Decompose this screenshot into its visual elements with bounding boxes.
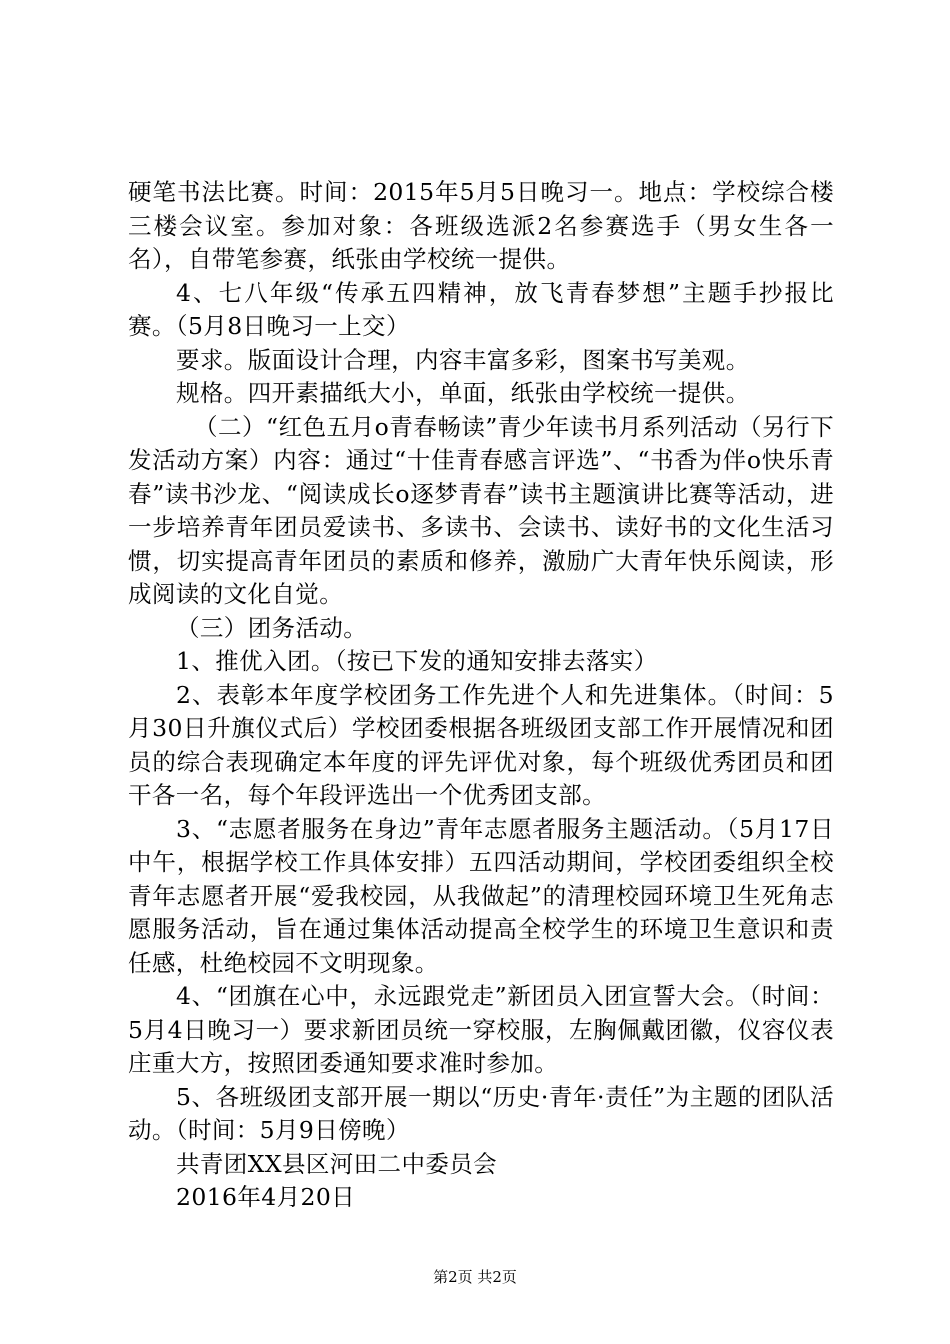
paragraph-oath-ceremony: 4、“团旗在心中，永远跟党走”新团员入团宣誓大会。（时间：5月4日晚习一）要求新团员统一穿校服，左胸佩戴团徽，仪容仪表庄重大方，按照团委通知要求准时参加。 (128, 982, 834, 1077)
paragraph-league-affairs-heading: （三）团务活动。 (176, 613, 368, 642)
paragraph-volunteer-service: 3、“志愿者服务在身边”青年志愿者服务主题活动。（5月17日中午，根据学校工作具体安排）五四活动期间，学校团委组织全校青年志愿者开展“爱我校园，从我做起”的清理校园环境卫生死角志愿服务活动，旨在通过集体活动提高全校学生的环境卫生意识和责任感，杜绝校园不文明现象。 (128, 814, 834, 977)
signature-date: 2016年4月20日 (176, 1183, 356, 1211)
paragraph-requirements: 要求。版面设计合理，内容丰富多彩，图案书写美观。 (176, 345, 750, 374)
signature-organization: 共青团XX县区河田二中委员会 (176, 1149, 498, 1178)
paragraph-recommend-join: 1、推优入团。（按已下发的通知安排去落实） (176, 647, 658, 675)
paragraph-handwritten-newspaper: 4、七八年级“传承五四精神，放飞青春梦想”主题手抄报比赛。（5月8日晚习一上交） (128, 278, 834, 340)
page-footer: 第2页 共2页 (433, 1268, 517, 1286)
paragraph-specifications: 规格。四开素描纸大小，单面，纸张由学校统一提供。 (176, 379, 750, 407)
paragraph-branch-activity: 5、各班级团支部开展一期以“历史·青年·责任”为主题的团队活动。（时间：5月9日傍晚） (128, 1082, 834, 1144)
paragraph-calligraphy-contest: 硬笔书法比赛。时间：2015年5月5日晚习一。地点：学校综合楼三楼会议室。参加对象：各班级选派2名参赛选手（男女生各一名），自带笔参赛，纸张由学校统一提供。 (128, 178, 834, 273)
paragraph-commendation: 2、表彰本年度学校团务工作先进个人和先进集体。（时间：5月30日升旗仪式后）学校团委根据各班级团支部工作开展情况和团员的综合表现确定本年度的评先评优对象，每个班级优秀团员和团干各一名，每个年段评选出一个优秀团支部。 (128, 680, 834, 809)
document-body (128, 176, 834, 1215)
paragraph-reading-month: （二）“红色五月ο青春畅读”青少年读书月系列活动（另行下发活动方案）内容：通过“十佳青春感言评选”、“书香为伴ο快乐青春”读书沙龙、“阅读成长ο逐梦青春”读书主题演讲比赛等活动，进一步培养青年团员爱读书、多读书、会读书、读好书的文化生活习惯，切实提高青年团员的素质和修养，激励广大青年快乐阅读，形成阅读的文化自觉。 (128, 412, 834, 608)
